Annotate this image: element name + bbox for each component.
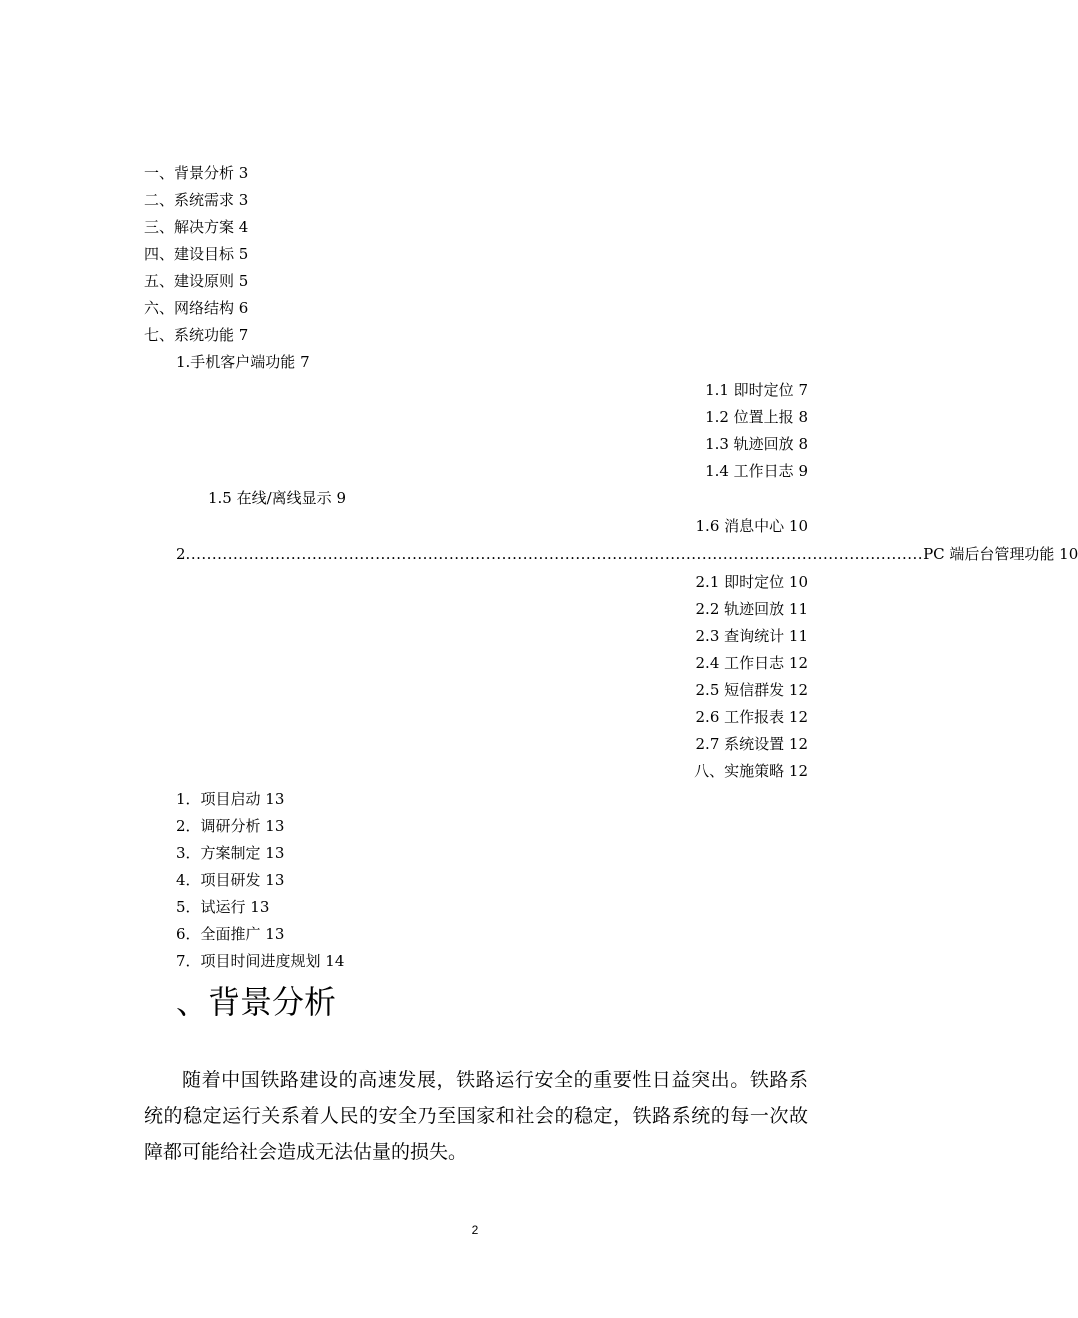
toc-pc-label: PC 端后台管理功能 10 (923, 545, 1078, 563)
toc-pc-title (176, 544, 1078, 564)
toc-pc-item: 2.4 工作日志 12 (695, 654, 808, 672)
page-number: 2 (471, 1223, 479, 1237)
toc-section-1: 一、背景分析 3 (144, 164, 249, 182)
toc-strategy-item: 1．项目启动 13 (176, 790, 285, 808)
toc-mobile-item: 1.1 即时定位 7 (705, 381, 808, 399)
toc-mobile-item-15: 1.5 在线/离线显示 9 (208, 489, 346, 507)
toc-mobile-title: 1.手机客户端功能 7 (176, 353, 310, 371)
toc-pc-item: 2.2 轨迹回放 11 (695, 600, 808, 618)
toc-pc-leader: ............................................................................................................................................ (185, 545, 924, 563)
toc-section-5: 五、建设原则 5 (144, 272, 249, 290)
toc-strategy-item: 7．项目时间进度规划 14 (176, 952, 345, 970)
toc-strategy-item: 2．调研分析 13 (176, 817, 285, 835)
toc-mobile-item: 1.3 轨迹回放 8 (705, 435, 808, 453)
toc-strategy-item: 5．试运行 13 (176, 898, 270, 916)
toc-pc-item: 2.7 系统设置 12 (695, 735, 808, 753)
toc-strategy-item: 3．方案制定 13 (176, 844, 285, 862)
toc-section-4: 四、建设目标 5 (144, 245, 249, 263)
toc-section-8: 八、实施策略 12 (694, 762, 808, 780)
toc-pc-item: 2.1 即时定位 10 (695, 573, 808, 591)
toc-pc-item: 2.6 工作报表 12 (695, 708, 808, 726)
toc-pc-number: 2 (176, 545, 186, 563)
toc-section-3: 三、解决方案 4 (144, 218, 249, 236)
toc-section-2: 二、系统需求 3 (144, 191, 249, 209)
toc-strategy-item: 6．全面推广 13 (176, 925, 285, 943)
section-heading: 、背景分析 (176, 983, 337, 1021)
toc-section-7: 七、系统功能 7 (144, 326, 249, 344)
toc-section-6: 六、网络结构 6 (144, 299, 249, 317)
body-paragraph: 随着中国铁路建设的高速发展，铁路运行安全的重要性日益突出。铁路系统的稳定运行关系着人民的安全乃至国家和社会的稳定，铁路系统的每一次故障都可能给社会造成无法估量的损失。 (144, 1069, 808, 1163)
toc-mobile-item: 1.2 位置上报 8 (705, 408, 808, 426)
toc-mobile-item-16: 1.6 消息中心 10 (695, 517, 808, 535)
toc-strategy-item: 4．项目研发 13 (176, 871, 285, 889)
toc-mobile-item: 1.4 工作日志 9 (705, 462, 808, 480)
toc-pc-item: 2.3 查询统计 11 (695, 627, 808, 645)
toc-pc-item: 2.5 短信群发 12 (695, 681, 808, 699)
